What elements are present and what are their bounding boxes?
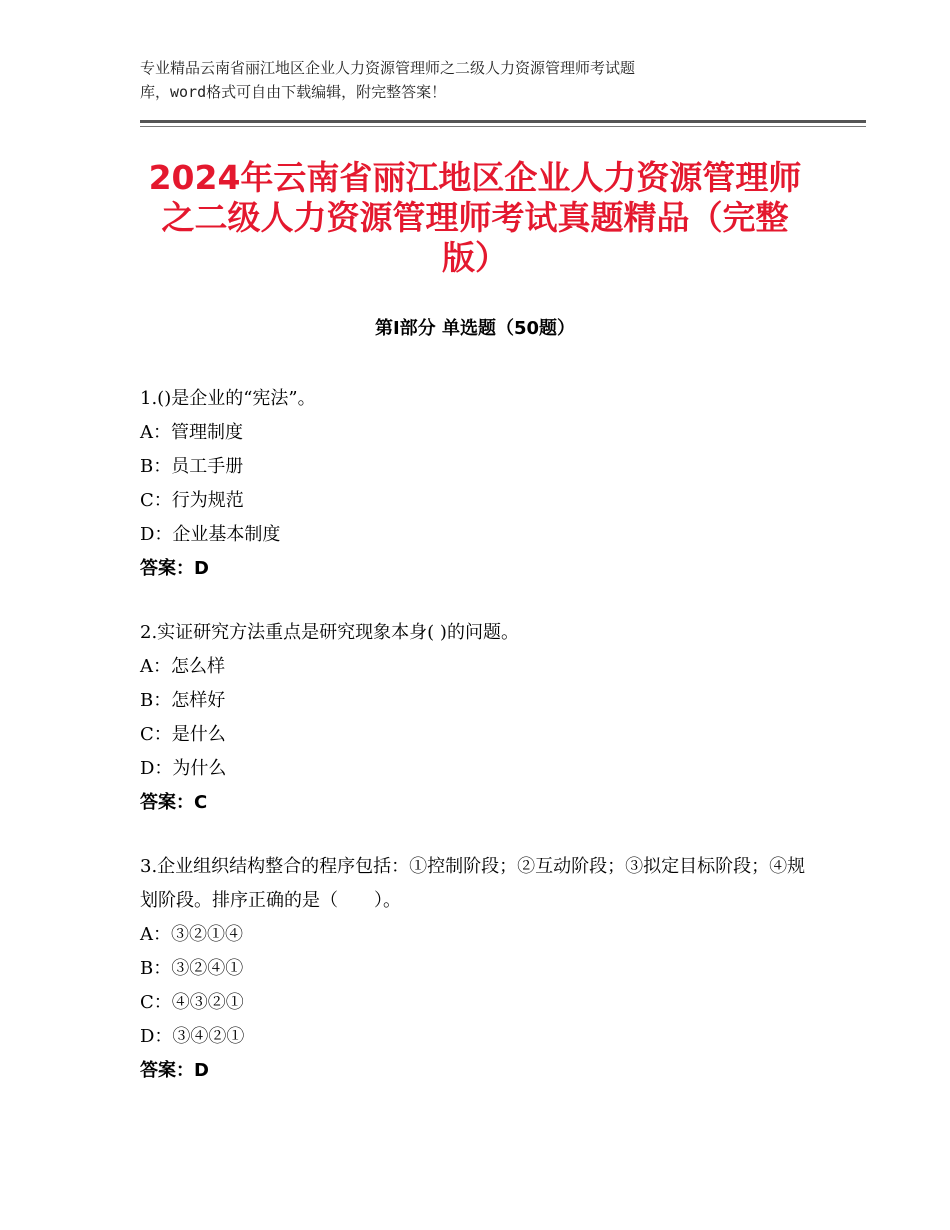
option-c: C：行为规范 — [140, 490, 244, 511]
option-a: A：③②①④ — [140, 924, 243, 945]
option-a: A：管理制度 — [140, 422, 243, 443]
option-c: C：④③②① — [140, 992, 244, 1013]
option-d: D：企业基本制度 — [140, 524, 281, 545]
section-title: 第Ⅰ部分 单选题（50题） — [374, 318, 575, 339]
header-divider-thick — [140, 120, 866, 123]
option-c: C：是什么 — [140, 724, 226, 745]
header-divider-thin — [140, 126, 866, 127]
answer: 答案：D — [140, 558, 209, 579]
option-a: A：怎么样 — [140, 656, 225, 677]
question-3 — [140, 850, 810, 1088]
document-title — [120, 158, 830, 278]
question-stem: 1.()是企业的“宪法”。 — [140, 388, 316, 409]
header-note-line-2: 库，word格式可自由下载编辑，附完整答案！ — [140, 83, 447, 101]
header-note — [140, 56, 820, 104]
header-note-line-1: 专业精品云南省丽江地区企业人力资源管理师之二级人力资源管理师考试题 — [140, 59, 636, 77]
question-list — [140, 382, 810, 1118]
question-stem: 3.企业组织结构整合的程序包括：①控制阶段；②互动阶段；③拟定目标阶段；④规划阶段。排序正确的是（ ）。 — [140, 856, 806, 911]
option-b: B：员工手册 — [140, 456, 244, 477]
document-title-line-2: 之二级人力资源管理师考试真题精品（完整 — [161, 198, 789, 237]
question-stem: 2.实证研究方法重点是研究现象本身( )的问题。 — [140, 622, 519, 643]
document-title-line-3: 版） — [442, 238, 508, 277]
option-d: D：③④②① — [140, 1026, 245, 1047]
question-2 — [140, 616, 810, 820]
question-1 — [140, 382, 810, 586]
answer: 答案：C — [140, 792, 208, 813]
option-b: B：怎样好 — [140, 690, 226, 711]
answer: 答案：D — [140, 1060, 209, 1081]
document-title-line-1: 2024年云南省丽江地区企业人力资源管理师 — [148, 158, 802, 197]
option-d: D：为什么 — [140, 758, 227, 779]
option-b: B：③②④① — [140, 958, 244, 979]
